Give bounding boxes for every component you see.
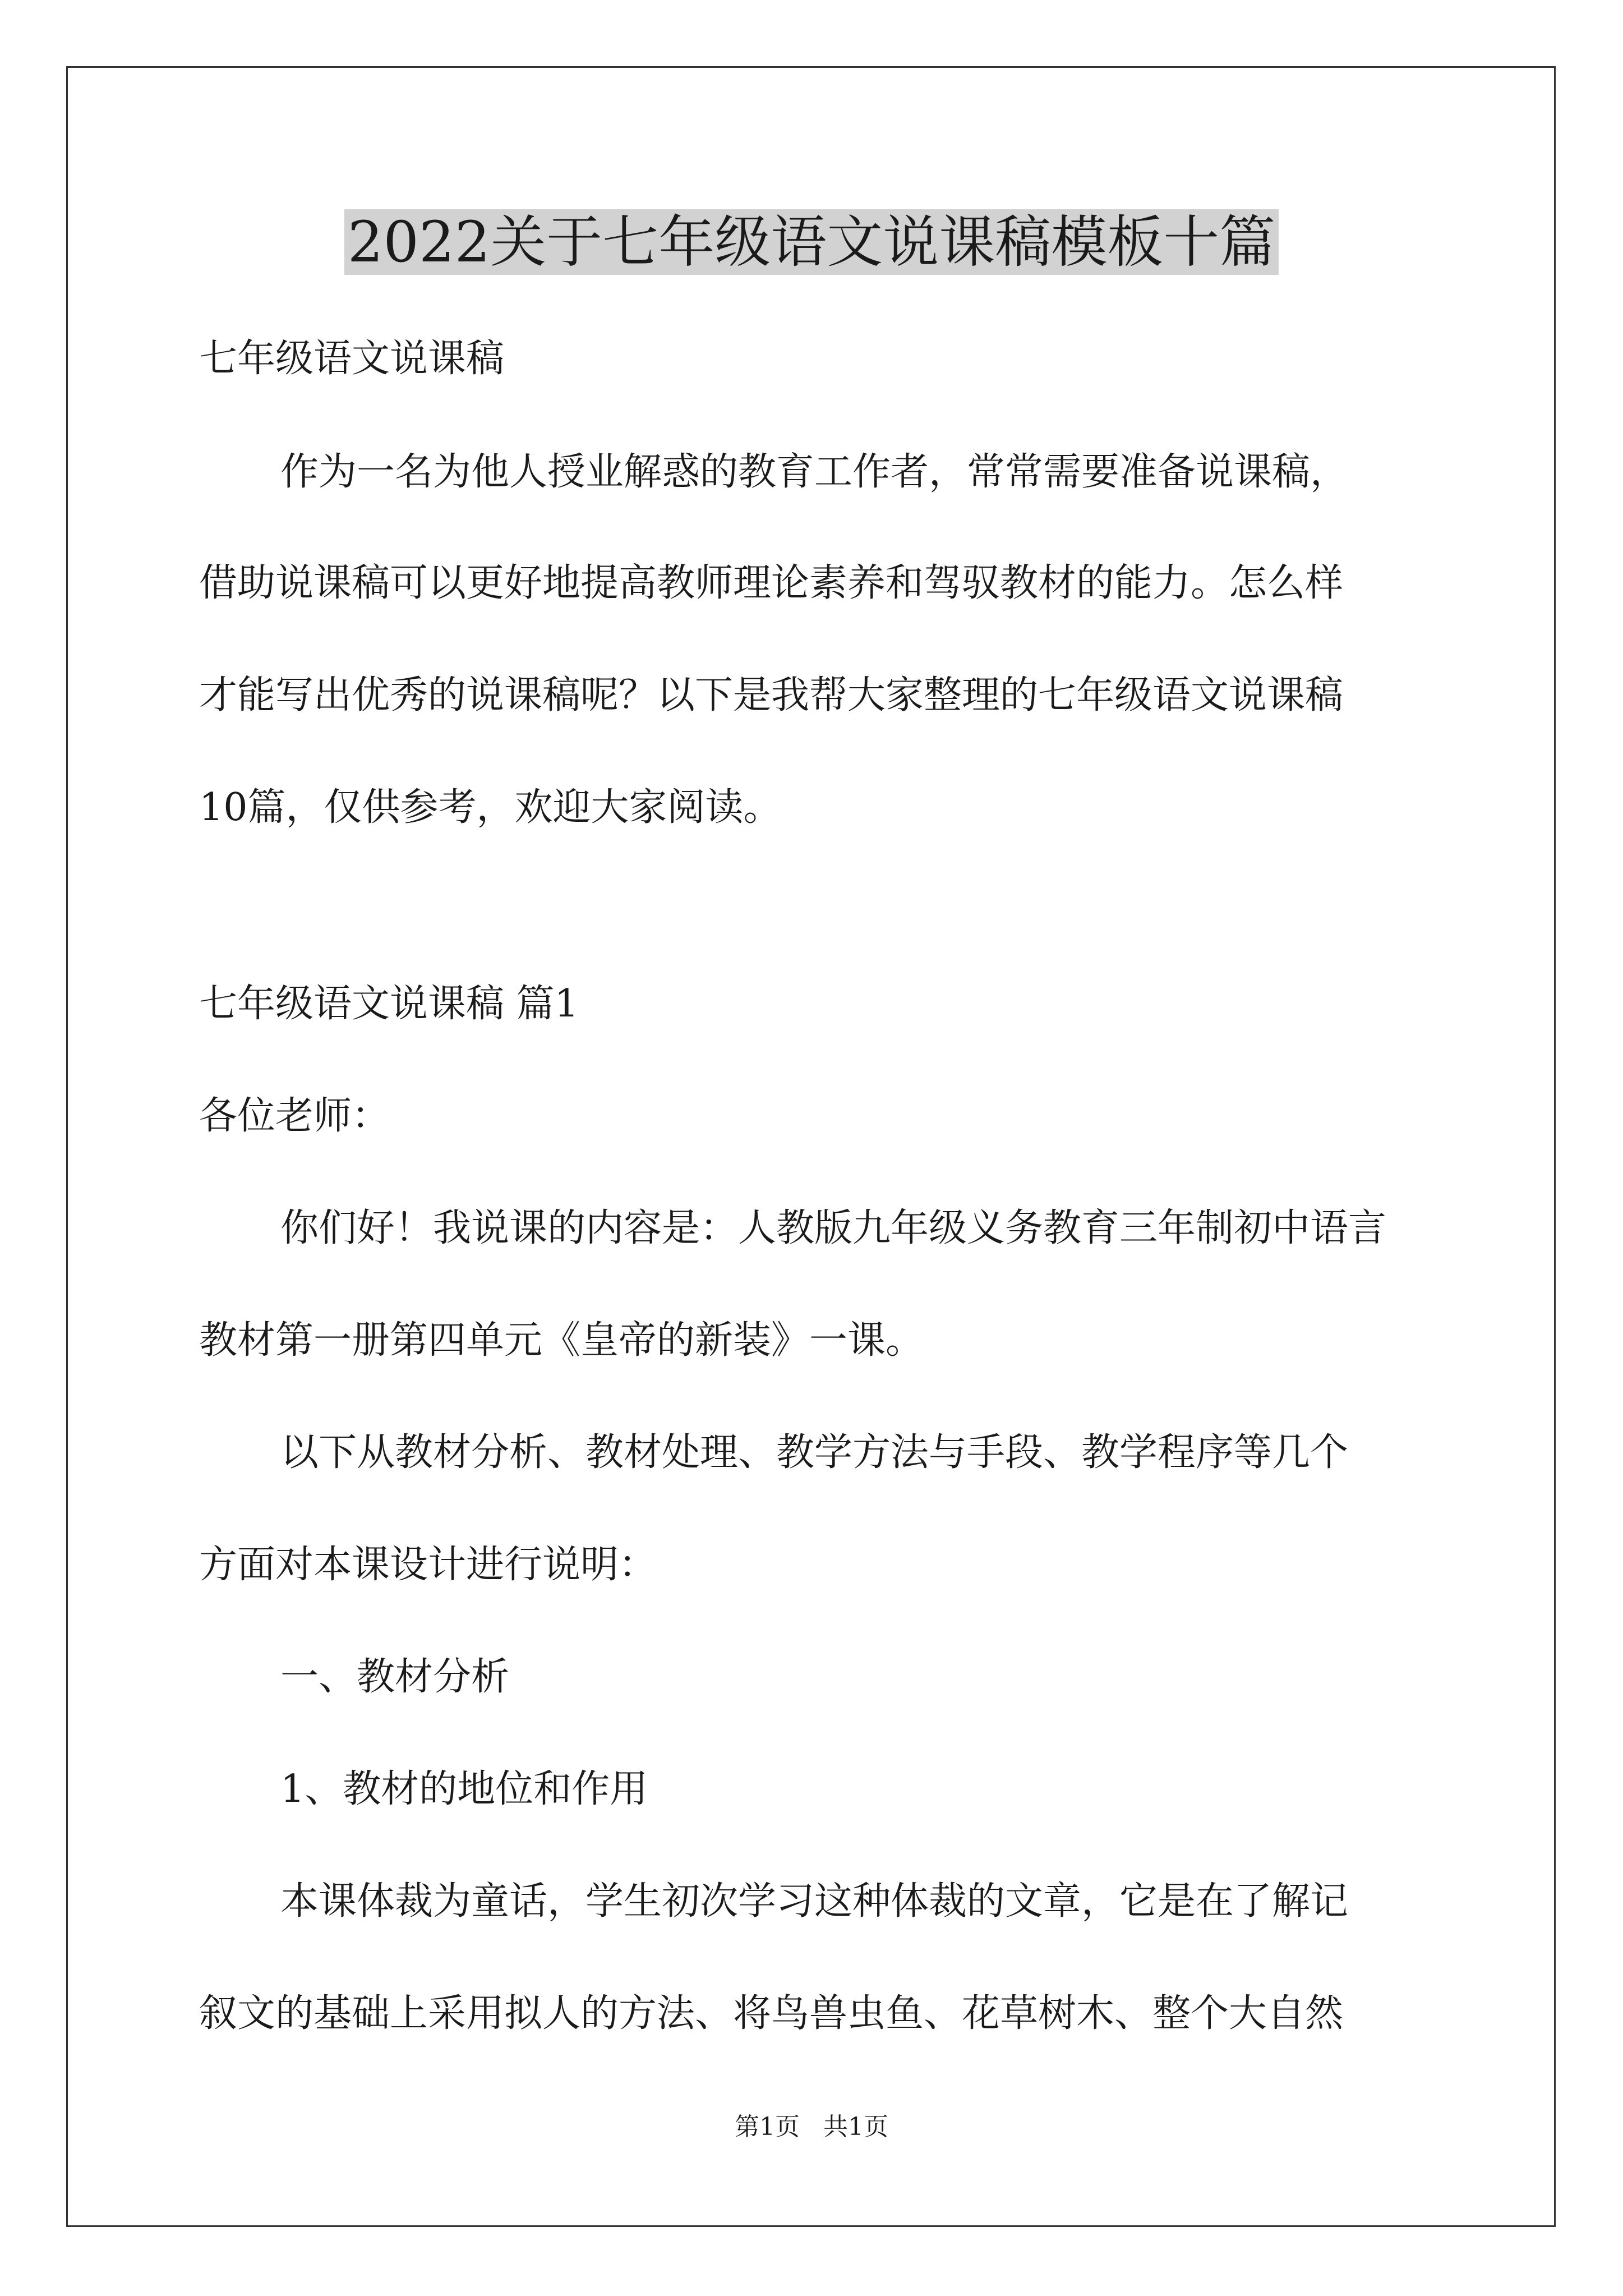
paragraph-line: 借助说课稿可以更好地提高教师理论素养和驾驭教材的能力。怎么样: [199, 561, 1344, 605]
paragraph-line: 方面对本课设计进行说明：: [199, 1543, 657, 1587]
section-heading: 七年级语文说课稿 篇1: [199, 982, 579, 1026]
paragraph-line: 教材第一册第四单元《皇帝的新装》一课。: [199, 1318, 924, 1363]
subsection-heading: 一、教材分析: [280, 1655, 510, 1699]
paragraph-line: 才能写出优秀的说课稿呢？以下是我帮大家整理的七年级语文说课稿: [199, 673, 1344, 717]
paragraph-line: 你们好！我说课的内容是：人教版九年级义务教育三年制初中语言: [280, 1206, 1387, 1250]
paragraph-line: 以下从教材分析、教材处理、教学方法与手段、教学程序等几个: [280, 1430, 1349, 1475]
section-heading: 七年级语文说课稿: [199, 337, 505, 381]
paragraph-line: 作为一名为他人授业解惑的教育工作者，常常需要准备说课稿，: [280, 450, 1349, 494]
paragraph-line: 10篇，仅供参考，欢迎大家阅读。: [199, 785, 782, 830]
page-footer: 第1页 共1页: [735, 2113, 888, 2141]
subsection-heading: 1、教材的地位和作用: [280, 1767, 648, 1811]
document-title-text: 2022关于七年级语文说课稿模板十篇: [344, 209, 1279, 275]
paragraph-line: 叙文的基础上采用拟人的方法、将鸟兽虫鱼、花草树木、整个大自然: [199, 1991, 1344, 2036]
document-title: [0, 203, 1623, 282]
greeting-line: 各位老师：: [199, 1094, 390, 1138]
paragraph-line: 本课体裁为童话，学生初次学习这种体裁的文章，它是在了解记: [280, 1879, 1349, 1924]
